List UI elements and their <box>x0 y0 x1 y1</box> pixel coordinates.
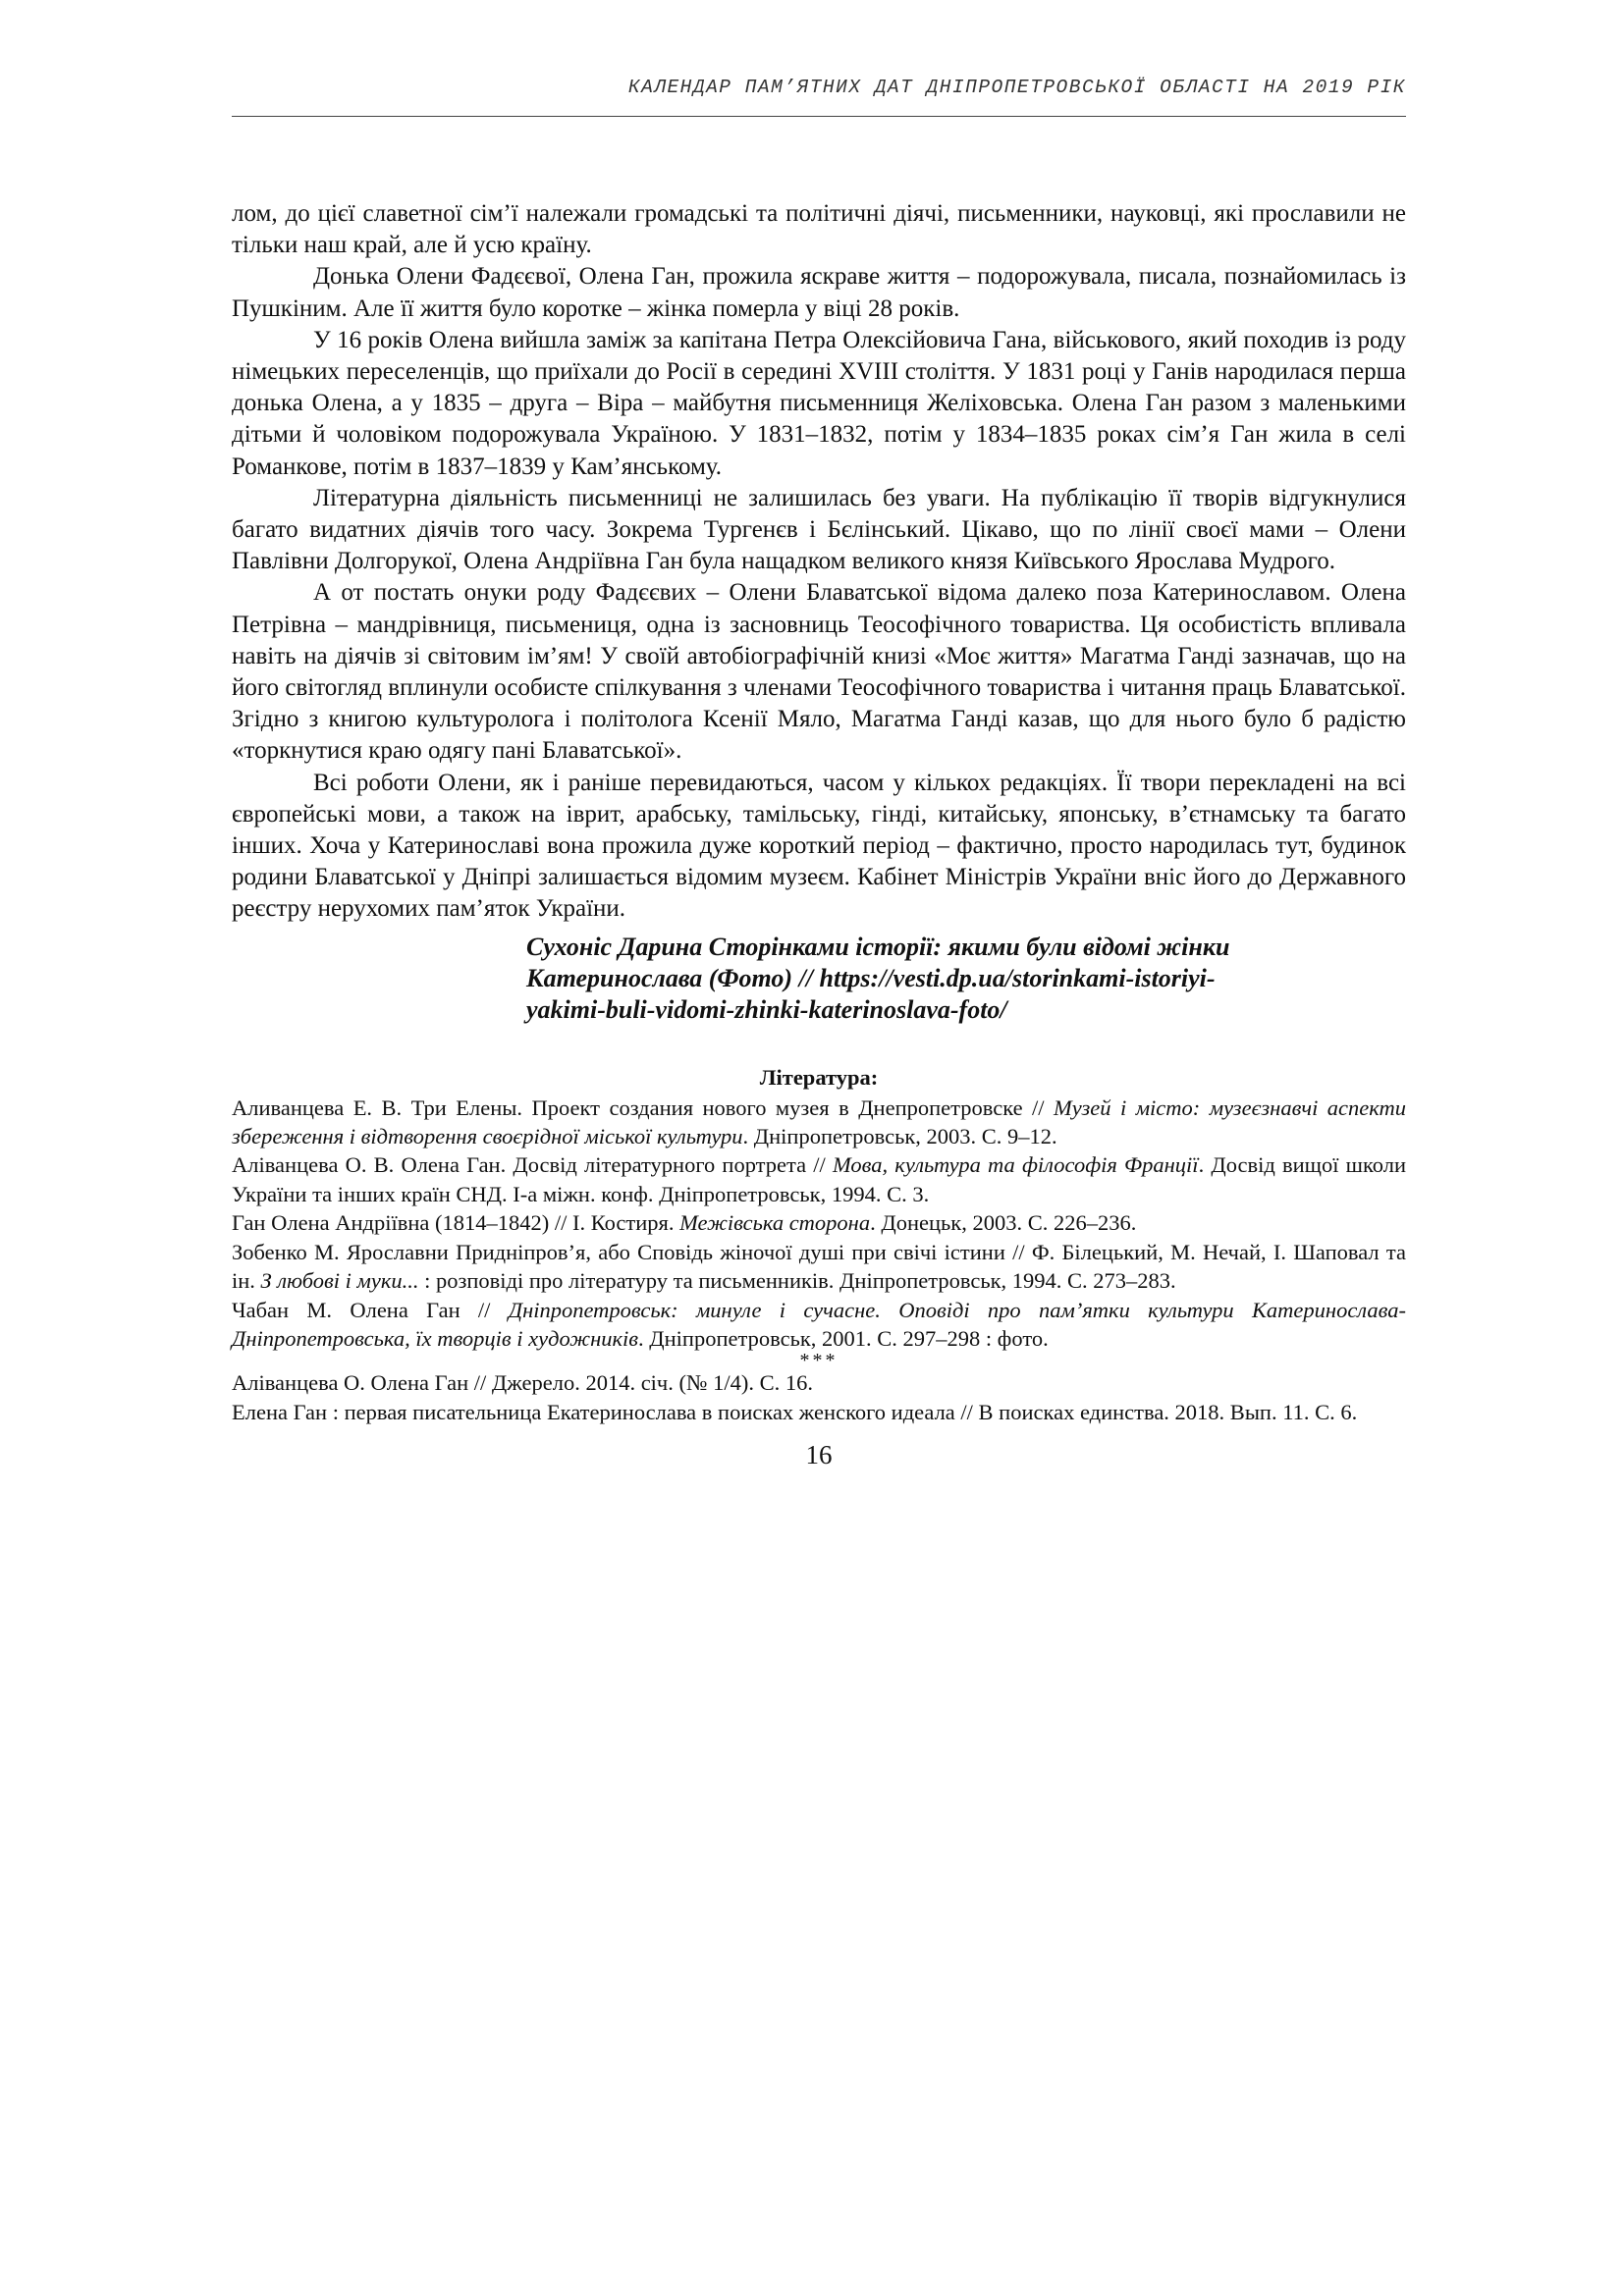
literature-heading: Література: <box>759 1064 879 1090</box>
paragraph: А от постать онуки роду Фадєєвих – Олени Блаватської відома далеко поза Катеринославом. Олена Петрівна – мандрівниця, письмениця, одна із засновниць Теософічного товариства. Ця особистість впливала навіть на діячів зі світовим ім’ям! У своїй автобіографічній книзі «Моє життя» Магатма Ганді зазначав, що на його світогляд вплинули особисте спілкування з членами Теософічного товариства і читання праць Блаватської. Згідно з книгою культуролога і політолога Ксенії Мяло, Магатма Ганді казав, що для нього було б радістю «торкнутися краю одягу пані Блаватської». <box>232 579 1406 765</box>
paragraph: лом, до цієї славетної сім’ї належали громадські та політичні діячі, письменники, науковці, які прославили не тільки наш край, але й усю країну. <box>232 200 1406 259</box>
literature-item: Аливанцева Е. В. Три Елены. Проект создания нового музея в Днепропетровске // Музей і місто: музеєзнавчі аспекти збереження і відтворення своєрідної міської культури. Дніпропетровськ, 2003. С. 9–12. <box>232 1095 1406 1149</box>
page-number: 16 <box>805 1440 833 1470</box>
paragraph: Всі роботи Олени, як і раніше перевидаються, часом у кількох редакціях. Її твори перекладені на всі європейські мови, а також на іврит, арабську, тамільську, гінді, китайську, японську, в’єтнамську та багато інших. Хоча у Катеринославі вона прожила дуже короткий період – фактично, просто народилась тут, будинок родини Блаватської у Дніпрі залишається відомим музеєм. Кабінет Міністрів України вніс його до Державного реєстру нерухомих пам’яток України. <box>232 769 1406 923</box>
literature-item: Елена Ган : первая писательница Екатеринослава в поисках женского идеала // В поисках единства. 2018. Вып. 11. С. 6. <box>232 1399 1358 1424</box>
citation-line: Катеринослава (Фото) // https://vesti.dp.ua/storinkami-istoriyi- <box>526 963 1216 992</box>
literature-list <box>232 1094 1406 1426</box>
paragraph: У 16 років Олена вийшла заміж за капітана Петра Олексійовича Гана, військового, який походив із роду німецьких переселенців, що приїхали до Росії в середині XVIII століття. У 1831 році у Ганів народилася перша донька Олена, а у 1835 – друга – Віра – майбутня письменниця Желіховська. Олена Ган разом з маленькими дітьми й чоловіком подорожувала Україною. У 1831–1832, потім у 1834–1835 роках сім’я Ган жила в селі Романкове, потім в 1837–1839 у Кам’янському. <box>232 326 1406 480</box>
literature-item: Зобенко М. Ярославни Придніпров’я, або Сповідь жіночої душі при свічі істини // Ф. Білецький, М. Нечай, І. Шаповал та ін. З любові і муки... : розповіді про літературу та письменників. Дніпропетровськ, 1994. С. 273–283. <box>232 1239 1406 1294</box>
paragraph: Літературна діяльність письменниці не залишилась без уваги. На публікацію її творів відгукнулися багато видатних діячів того часу. Зокрема Тургенєв і Бєлінський. Цікаво, що по лінії своєї мами – Олени Павлівни Долгорукої, Олена Андріївна Ган була нащадком великого князя Київського Ярослава Мудрого. <box>232 484 1406 575</box>
citation-line: yakimi-buli-vidomi-zhinki-katerinoslava-foto/ <box>526 994 1007 1024</box>
literature-item: Ган Олена Андріївна (1814–1842) // І. Костиря. Межівська сторона. Донецьк, 2003. С. 226–236. <box>232 1210 1137 1236</box>
paragraph: Донька Олени Фадєєвої, Олена Ган, прожила яскраве життя – подорожувала, писала, познайомилась із Пушкіним. Але її життя було коротке – жінка померла у віці 28 років. <box>232 263 1406 322</box>
literature-item: Чабан М. Олена Ган // Дніпропетровськ: минуле і сучасне. Оповіді про пам’ятки культури Катеринослава-Дніпропетровська, їх творців і художників. Дніпропетровськ, 2001. С. 297–298 : фото. <box>232 1297 1406 1351</box>
page-body <box>232 198 1406 1471</box>
literature-item: Аліванцева О. В. Олена Ган. Досвід літературного портрета // Мова, культура та філософія Франції. Досвід вищої школи України та інших країн СНД. І-а міжн. конф. Дніпропетровськ, 1994. С. 3. <box>232 1152 1407 1206</box>
source-citation <box>526 932 1406 1026</box>
running-header: КАЛЕНДАР ПАМ’ЯТНИХ ДАТ ДНІПРОПЕТРОВСЬКОЇ ОБЛАСТІ НА 2019 РІК <box>627 77 1406 98</box>
section-separator: *** <box>799 1350 839 1372</box>
citation-line: Сухоніс Дарина Сторінками історії: якими були відомі жінки <box>526 932 1230 961</box>
literature-item: Аліванцева О. Олена Ган // Джерело. 2014. січ. (№ 1/4). С. 16. <box>232 1370 813 1396</box>
header-rule <box>232 116 1406 117</box>
